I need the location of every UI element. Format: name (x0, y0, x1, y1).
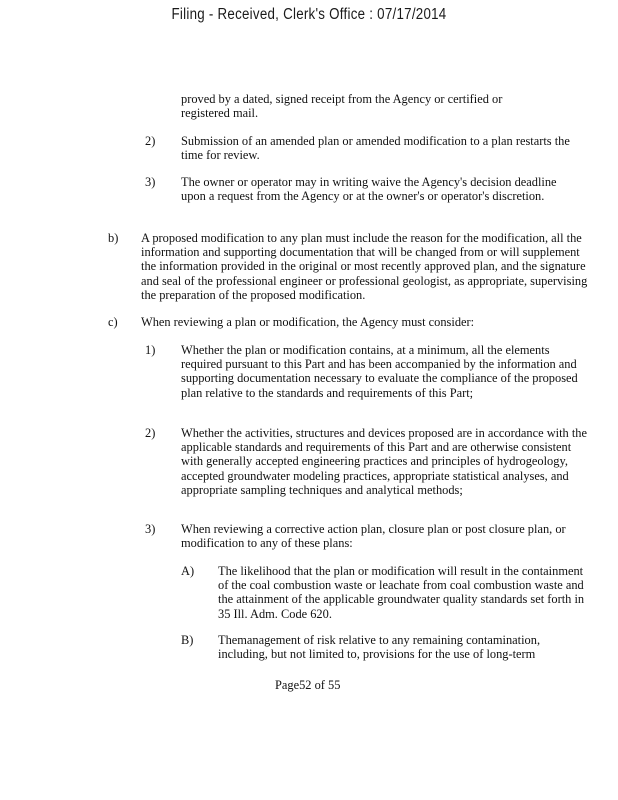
paragraph-c3: When reviewing a corrective action plan, closure plan or post closure plan, or modification to any of these plans: (181, 522, 566, 551)
paragraph-b: A proposed modification to any plan must include the reason for the modification, all the information and supporting documentation that will be changed from or will supplement the information provided in the original or most recently approved plan, and the signature and seal of the professional engineer or professional geologist, as appropriate, supervising the preparation of the proposed modification. (141, 231, 588, 302)
paragraph-c2: Whether the activities, structures and devices proposed are in accordance with the applicable standards and requirements of this Part and are otherwise consistent with generally accepted engineering practices and principles of hydrogeology, accepted groundwater modeling practices, appropriate statistical analyses, and appropriate sampling techniques and analytical methods; (181, 426, 587, 497)
label-c1: 1) (145, 343, 156, 357)
page-number-footer: Page52 of 55 (275, 678, 341, 692)
paragraph-a2: Submission of an amended plan or amended modification to a plan restarts the time for review. (181, 134, 570, 163)
paragraph-a3: The owner or operator may in writing waive the Agency's decision deadline upon a request from the Agency or at the owner's or operator's discretion. (181, 175, 557, 204)
paragraph-a1-continuation: proved by a dated, signed receipt from the Agency or certified or registered mail. (181, 92, 503, 121)
label-c3: 3) (145, 522, 156, 536)
filing-stamp-header: Filing - Received, Clerk's Office : 07/17/2014 (171, 6, 447, 23)
paragraph-c1: Whether the plan or modification contains, at a minimum, all the elements required pursuant to this Part and has been accompanied by the information and supporting documentation necessary to evaluate the compliance of the proposed plan relative to the standards and requirements of this Part; (181, 343, 578, 400)
paragraph-c3b: Themanagement of risk relative to any remaining contamination, including, but not limited to, provisions for the use of long-term (218, 633, 541, 662)
label-c: c) (108, 315, 118, 329)
paragraph-c: When reviewing a plan or modification, the Agency must consider: (141, 315, 475, 329)
label-a3: 3) (145, 175, 156, 189)
label-c3b: B) (181, 633, 194, 647)
label-c3a: A) (181, 564, 195, 578)
label-b: b) (108, 231, 119, 245)
label-c2: 2) (145, 426, 156, 440)
paragraph-c3a: The likelihood that the plan or modification will result in the containment of the coal combustion waste or leachate from coal combustion waste and the attainment of the applicable groundwater quality standards set forth in 35 Ill. Adm. Code 620. (218, 564, 585, 621)
label-a2: 2) (145, 134, 156, 148)
